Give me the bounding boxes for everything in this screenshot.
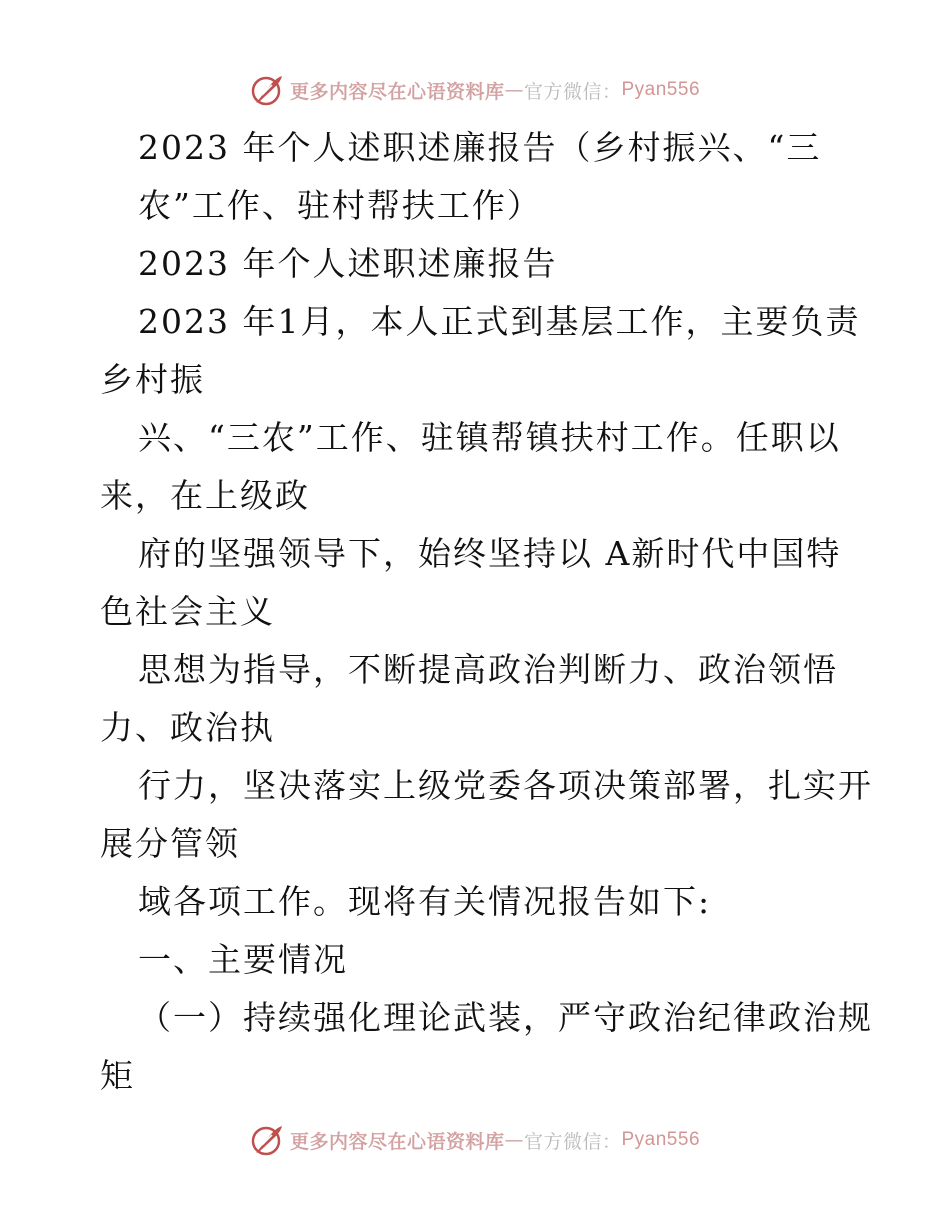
watermark-official-label: 官方微信：	[523, 80, 622, 103]
paragraph-line: 思想为指导，不断提高政治判断力、政治领悟	[138, 650, 838, 689]
watermark-dash: —	[504, 1129, 524, 1151]
doc-title-line-1: 2023 年个人述职述廉报告（乡村振兴、“三	[138, 128, 822, 167]
watermark-dash: —	[504, 79, 524, 101]
paragraph-line: 府的坚强领导下，始终坚持以 A新时代中国特	[138, 534, 842, 573]
watermark-text	[290, 1127, 700, 1154]
subsection-heading: （一）持续强化理论武装，严守政治纪律政治规	[138, 998, 873, 1037]
paragraph-line: 来，在上级政	[100, 476, 310, 515]
paragraph-line: 色社会主义	[100, 592, 275, 631]
footer-watermark	[0, 1120, 950, 1160]
watermark-text	[290, 77, 700, 104]
section-heading: 一、主要情况	[138, 940, 348, 979]
watermark-brand: 更多内容尽在心语资料库	[289, 80, 505, 103]
paragraph-line: 2023 年1月，本人正式到基层工作，主要负责	[138, 302, 861, 341]
quill-pen-circle-icon	[250, 73, 284, 107]
subsection-heading-continued: 矩	[100, 1056, 135, 1095]
watermark-wechat-id: Pyan556	[621, 1129, 701, 1150]
quill-pen-circle-icon	[250, 1123, 284, 1157]
doc-title-line-2: 农”工作、驻村帮扶工作）	[138, 186, 542, 225]
watermark-official-label: 官方微信：	[523, 1130, 622, 1153]
paragraph-line: 兴、“三农”工作、驻镇帮镇扶村工作。任职以	[138, 418, 841, 457]
paragraph-line: 行力，坚决落实上级党委各项决策部署，扎实开	[138, 766, 873, 805]
header-watermark	[0, 70, 950, 110]
paragraph-line: 乡村振	[100, 360, 205, 399]
watermark-wechat-id: Pyan556	[621, 79, 701, 100]
doc-subtitle: 2023 年个人述职述廉报告	[138, 244, 558, 283]
watermark-brand: 更多内容尽在心语资料库	[289, 1130, 505, 1153]
paragraph-line: 展分管领	[100, 824, 240, 863]
paragraph-line: 力、政治执	[100, 708, 275, 747]
paragraph-line: 域各项工作。现将有关情况报告如下:	[138, 882, 712, 921]
